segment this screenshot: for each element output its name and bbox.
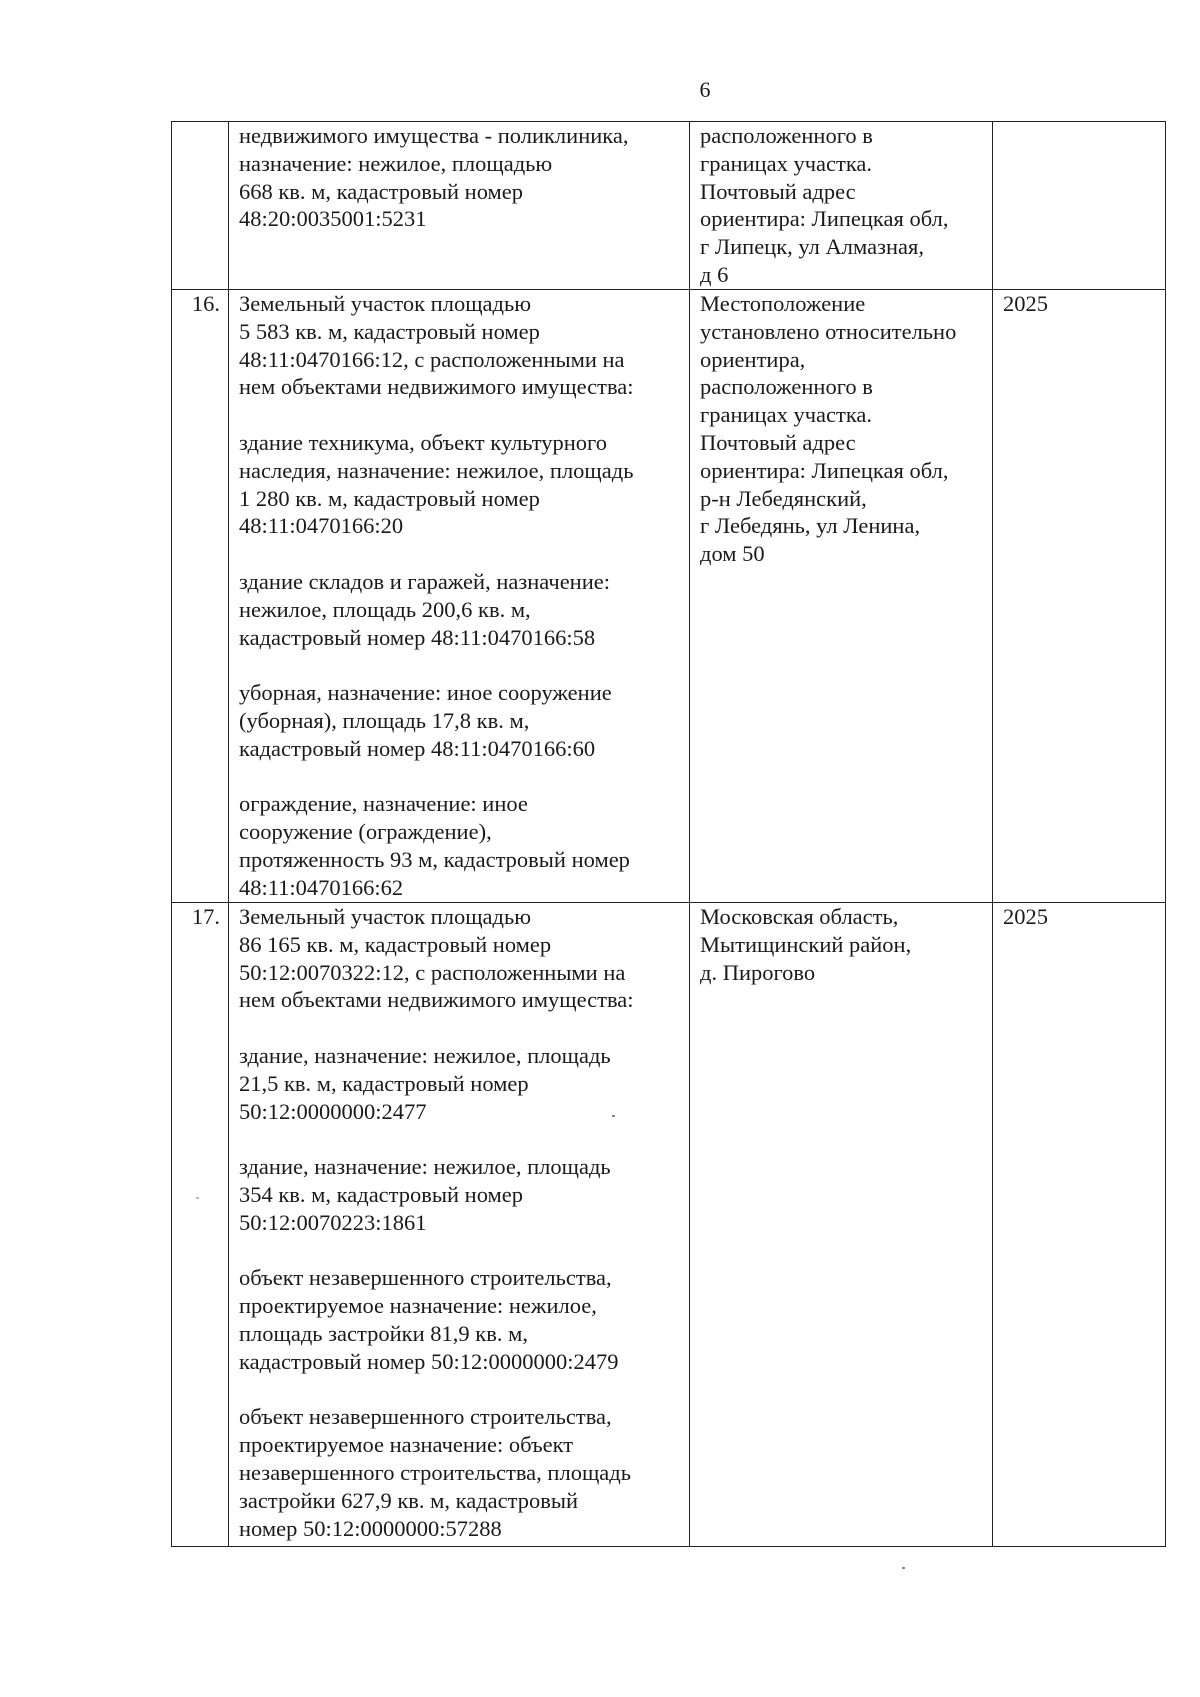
description-cell: [229, 903, 690, 1547]
description-paragraph: [239, 679, 681, 762]
description-cell: [229, 290, 690, 903]
description-line: объект незавершенного строительства,: [239, 1265, 612, 1291]
description-line: объект незавершенного строительства,: [239, 1404, 612, 1430]
page-number: 6: [699, 77, 711, 102]
description-line: незавершенного строительства, площадь: [239, 1459, 631, 1485]
address-line: Московская область,: [700, 904, 899, 929]
description-line: кадастровый номер 48:11:0470166:58: [239, 624, 596, 650]
description-line: Земельный участок площадью: [239, 291, 532, 316]
description-paragraph: [239, 429, 681, 540]
description-line: Земельный участок площадью: [239, 904, 532, 929]
description-paragraph: [239, 1403, 681, 1542]
description-paragraph: [239, 290, 681, 401]
description-line: (уборная), площадь 17,8 кв. м,: [239, 707, 530, 733]
description-paragraph: [239, 903, 681, 1014]
description-line: 50:12:0070223:1861: [239, 1209, 427, 1235]
description-line: 48:11:0470166:12, с расположенными на: [239, 346, 625, 372]
table-row: [172, 903, 1166, 1547]
description-paragraph: [239, 122, 681, 233]
description-line: кадастровый номер 48:11:0470166:60: [239, 735, 596, 761]
description-line: недвижимого имущества - поликлиника,: [239, 123, 629, 148]
address-line: Местоположение: [700, 291, 866, 316]
address-line: установлено относительно: [700, 318, 957, 344]
address-cell: [690, 290, 993, 903]
description-line: нем объектами недвижимого имущества:: [239, 987, 634, 1013]
row-number-cell: 17.: [172, 903, 229, 1547]
description-line: 1 280 кв. м, кадастровый номер: [239, 485, 540, 511]
description-line: 48:11:0470166:62: [239, 874, 404, 900]
address-line: Мытищинский район,: [700, 931, 912, 957]
description-line: площадь застройки 81,9 кв. м,: [239, 1320, 528, 1346]
scan-speck: [196, 1197, 199, 1199]
scan-speck: [902, 1567, 905, 1569]
description-line: 668 кв. м, кадастровый номер: [239, 178, 524, 204]
row-number-cell: 16.: [172, 290, 229, 903]
address-line: р-н Лебедянский,: [700, 485, 867, 511]
description-line: 354 кв. м, кадастровый номер: [239, 1181, 524, 1207]
description-line: проектируемое назначение: нежилое,: [239, 1293, 597, 1319]
description-line: здание, назначение: нежилое, площадь: [239, 1042, 611, 1068]
address-line: границах участка.: [700, 402, 873, 428]
address-cell: [690, 122, 993, 290]
address-cell: [690, 903, 993, 1547]
description-paragraph: [239, 1042, 681, 1125]
address-line: д. Пирогово: [700, 959, 816, 985]
description-line: здание, назначение: нежилое, площадь: [239, 1154, 611, 1180]
table-body: [172, 122, 1166, 1547]
address-line: дом 50: [700, 541, 765, 567]
description-line: 21,5 кв. м, кадастровый номер: [239, 1070, 529, 1096]
table-row: [172, 122, 1166, 290]
year-cell: 2025: [993, 903, 1166, 1547]
description-cell: [229, 122, 690, 290]
address-line: границах участка.: [700, 150, 873, 176]
description-line: наследия, назначение: нежилое, площадь: [239, 457, 634, 483]
description-line: 50:12:0070322:12, с расположенными на: [239, 959, 626, 985]
scan-speck: [612, 1115, 615, 1117]
description-line: 48:20:0035001:5231: [239, 206, 427, 232]
address-line: ориентира: Липецкая обл,: [700, 206, 949, 232]
year-cell: 2025: [993, 290, 1166, 903]
address-line: ориентира,: [700, 346, 806, 372]
address-line: г Липецк, ул Алмазная,: [700, 234, 924, 260]
description-line: 86 165 кв. м, кадастровый номер: [239, 931, 552, 957]
description-line: назначение: нежилое, площадью: [239, 150, 553, 176]
description-line: кадастровый номер 50:12:0000000:2479: [239, 1348, 619, 1374]
description-line: здание складов и гаражей, назначение:: [239, 568, 610, 594]
table-row: [172, 290, 1166, 903]
description-paragraph: [239, 1153, 681, 1236]
description-paragraph: [239, 1264, 681, 1375]
description-paragraph: [239, 568, 681, 651]
description-line: протяженность 93 м, кадастровый номер: [239, 846, 630, 872]
description-line: ограждение, назначение: иное: [239, 791, 528, 817]
address-line: г Лебедянь, ул Ленина,: [700, 513, 921, 539]
description-line: нежилое, площадь 200,6 кв. м,: [239, 596, 531, 622]
address-line: ориентира: Липецкая обл,: [700, 457, 949, 483]
description-line: уборная, назначение: иное сооружение: [239, 680, 612, 706]
address-line: расположенного в: [700, 374, 873, 400]
property-table: [171, 121, 1166, 1547]
address-line: Почтовый адрес: [700, 429, 856, 455]
address-line: расположенного в: [700, 123, 873, 148]
description-paragraph: [239, 790, 681, 901]
description-line: нем объектами недвижимого имущества:: [239, 374, 634, 400]
description-line: сооружение (ограждение),: [239, 819, 492, 845]
description-line: здание техникума, объект культурного: [239, 429, 607, 455]
address-line: д 6: [700, 261, 729, 287]
description-line: проектируемое назначение: объект: [239, 1432, 574, 1458]
description-line: номер 50:12:0000000:57288: [239, 1515, 502, 1541]
description-line: 50:12:0000000:2477: [239, 1098, 427, 1124]
row-number-cell: [172, 122, 229, 290]
address-line: Почтовый адрес: [700, 178, 856, 204]
description-line: застройки 627,9 кв. м, кадастровый: [239, 1487, 579, 1513]
year-cell: [993, 122, 1166, 290]
description-line: 48:11:0470166:20: [239, 513, 404, 539]
description-line: 5 583 кв. м, кадастровый номер: [239, 318, 540, 344]
